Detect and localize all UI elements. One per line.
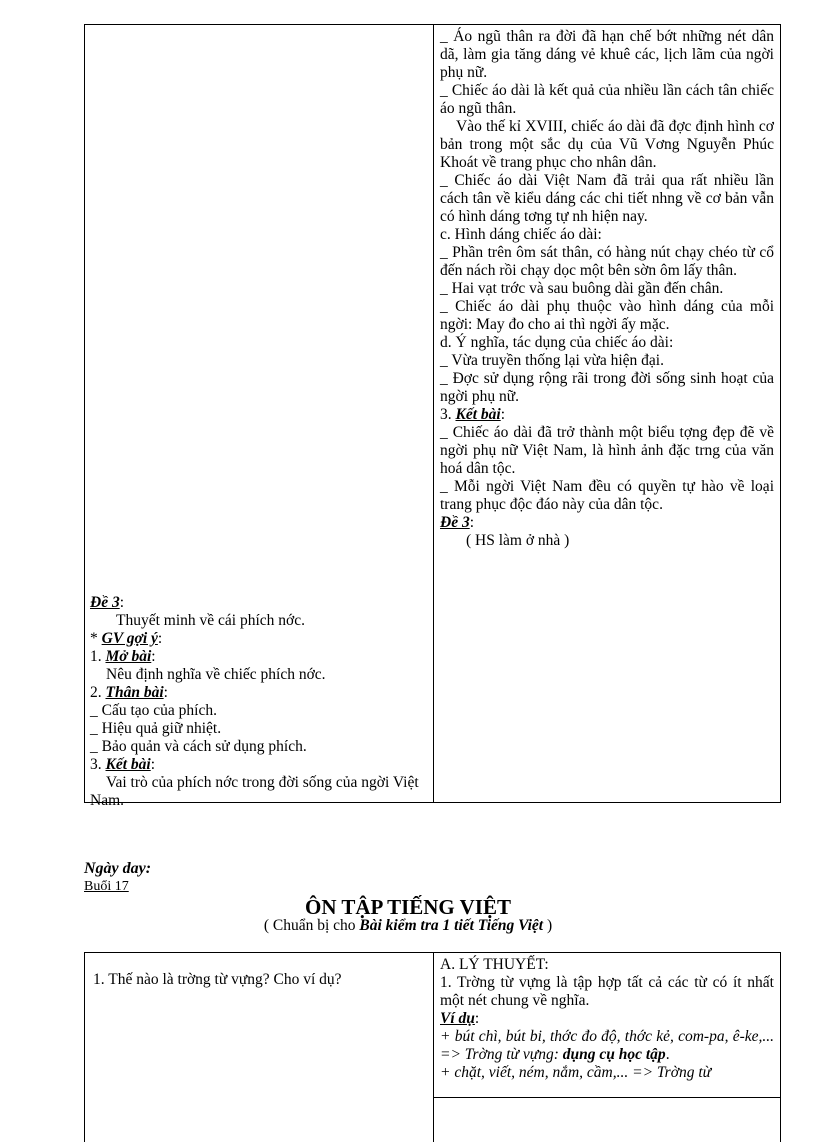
de3-heading: Đề 3: [90, 594, 125, 611]
cell-left-phich-nuoc [90, 594, 428, 810]
mo-bai-text: Nêu định nghĩa về chiếc phích nớc. [106, 666, 326, 683]
example-2 [440, 1064, 774, 1082]
column-divider [433, 25, 434, 802]
de3-heading: Đề 3: [440, 514, 475, 531]
subtitle-open: ( Chuẩn bị cho [263, 917, 360, 934]
gv-heading: * GV gợi ý: [90, 630, 163, 647]
column-divider [433, 953, 434, 1142]
de3-label: Đề 3 [440, 514, 470, 531]
gv-prefix: * [90, 630, 102, 647]
list-item: _ Bảo quản và cách sử dụng phích. [90, 738, 307, 755]
list-item: _ Hiệu quả giữ nhiệt. [90, 720, 222, 737]
example-1: + bút chì, bút bi, thớc đo độ, thớc kẻ, com-pa, ê-ke,... => Trờng từ vựng: dụng cụ học tập. [440, 1028, 774, 1063]
example-1-bold: dụng cụ học tập [562, 1046, 666, 1063]
line: _ Hai vạt trớc và sau buông dài gần đến chân. [440, 280, 724, 297]
page-title: ÔN TẬP TIẾNG VIỆT [305, 895, 511, 919]
de3-label: Đề 3 [90, 594, 120, 611]
topic: Thuyết minh về cái phích nớc. [116, 612, 305, 629]
ket-bai-text: Vai trò của phích nớc trong đời sống của ngời Việt Nam. [90, 774, 419, 809]
table-cut-line [433, 1097, 780, 1098]
example-2-text: + chặt, viết, ném, nắm, cầm,... => Trờng từ [440, 1064, 712, 1081]
session-number: Buổi 17 [84, 879, 129, 894]
example-heading: Ví dụ: [440, 1010, 480, 1027]
gv-label: GV gợi ý [101, 630, 158, 647]
line: d. Ý nghĩa, tác dụng của chiếc áo dài: [440, 334, 674, 351]
ket-bai-number: 3. [90, 756, 102, 773]
line: _ Chiếc áo dài Việt Nam đã trải qua rất nhiều lần cách tân về kiểu dáng các chi tiết nhng về cơ bản vẫn có hình dáng tơng tự nh hiện nay. [440, 172, 774, 225]
line: _ Vừa truyền thống lại vừa hiện đại. [440, 352, 664, 369]
list-item: _ Cấu tạo của phích. [90, 702, 217, 719]
section-heading: A. LÝ THUYẾT: [440, 956, 549, 973]
line: _ Chiếc áo dài là kết quả của nhiều lần cách tân chiếc áo ngũ thân. [440, 82, 774, 117]
table-1 [84, 24, 781, 809]
ket-bai-label: Kết bài [455, 406, 501, 423]
line: _ Chiếc áo dài đã trở thành một biểu tợng đẹp đẽ về ngời phụ nữ Việt Nam, là hình ảnh đặc trng của văn hoá dân tộc. [440, 424, 774, 477]
lesson-date: Ngày day: [84, 860, 152, 877]
mo-bai-label: Mở bài [105, 648, 152, 665]
line: c. Hình dáng chiếc áo dài: [440, 226, 602, 243]
line: _ Đợc sử dụng rộng rãi trong đời sống sinh hoạt của ngời phụ nữ. [440, 370, 774, 405]
ket-bai-number: 3. [440, 406, 452, 423]
answer-1 [440, 956, 774, 1082]
mo-bai-heading: 1. Mở bài: [90, 648, 156, 665]
than-bai-number: 2. [90, 684, 102, 701]
table-2 [84, 952, 781, 1142]
subtitle-emphasis: Bài kiểm tra 1 tiết Tiếng Việt [359, 917, 544, 934]
ket-bai-heading: 3. Kết bài: [90, 756, 156, 773]
than-bai-heading: 2. Thân bài: [90, 684, 168, 701]
ket-bai-label: Kết bài [105, 756, 151, 773]
page-subtitle [0, 917, 816, 935]
ket-bai-heading: 3. Kết bài: [440, 406, 506, 423]
definition: 1. Trờng từ vựng là tập hợp tất cả các từ có ít nhất một nét chung về nghĩa. [440, 974, 774, 1009]
question-1: 1. Thế nào là trờng từ vựng? Cho ví dụ? [93, 971, 342, 988]
example-1-text: + bút chì, bút bi, thớc đo độ, thớc kẻ, com-pa, ê-ke,... => Trờng từ vựng: [440, 1028, 774, 1063]
line: _ Phần trên ôm sát thân, có hàng nút chạy chéo từ cổ đến nách rồi chạy dọc một bên sờn ôm lấy thân. [440, 244, 774, 279]
than-bai-label: Thân bài [105, 684, 164, 701]
subtitle-close: ) [543, 917, 553, 934]
line: _ Chiếc áo dài phụ thuộc vào hình dáng của mỗi ngời: May đo cho ai thì ngời ấy mặc. [440, 298, 774, 333]
mo-bai-number: 1. [90, 648, 102, 665]
line: _ Mỗi ngời Việt Nam đều có quyền tự hào về loại trang phục độc đáo này của dân tộc. [440, 478, 774, 513]
example-label: Ví dụ [440, 1010, 475, 1027]
cell-right-ao-dai [440, 28, 774, 550]
line: _ Áo ngũ thân ra đời đã hạn chế bớt những nét dân dã, làm gia tăng dáng vẻ khuê các, lịch lãm của ngời phụ nữ. [440, 28, 774, 81]
line: Vào thế kỉ XVIII, chiếc áo dài đã đợc định hình cơ bản trong một sắc dụ của Vũ Vơng Nguyễn Phúc Khoát về trang phục cho nhân dân. [440, 118, 774, 171]
homework-note: ( HS làm ở nhà ) [466, 532, 570, 549]
